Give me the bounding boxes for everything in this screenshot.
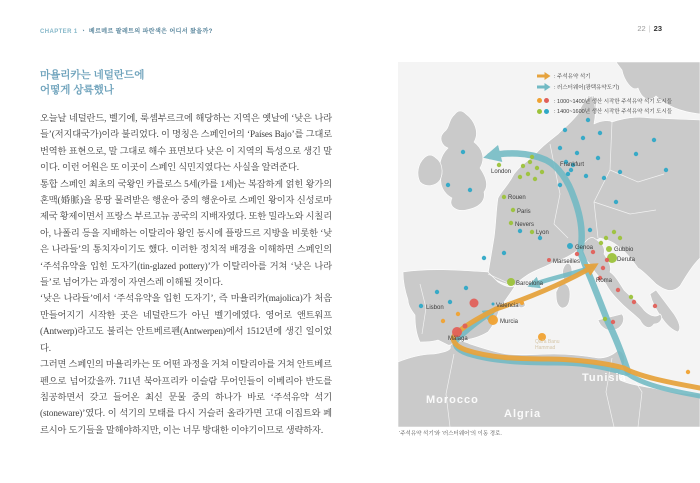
- legend-label: : 1400~1600년 생산 시작한 주석유약 석기 도시들: [554, 109, 673, 115]
- city-dot: [530, 230, 534, 234]
- city-dot: [686, 370, 690, 374]
- legend-label: : 주석유약 석기: [554, 74, 591, 80]
- city-dot: [618, 236, 622, 240]
- section-heading: [40, 68, 332, 97]
- city-dot: [599, 241, 603, 245]
- country-label: Algria: [504, 408, 542, 420]
- city-dot: [540, 170, 544, 174]
- body-paragraph: 통합 스페인 최초의 국왕인 카를로스 5세(카를 1세)는 복잡하게 얽힌 왕가의 혼맥(婚脈)을 몽땅 물려받은 행운아 중의 행운아로 스페인 왕이자 신성로마제국 황제이면서 프랑스 부르고뉴 공국의 지배자였다. 또한 밀라노와 시칠리아, 나폴리 등을 지배하는 이탈리아 왕인 동시에 플랑드르 지방을 비롯한 ‘낮은 나라들’의 통치자이기도 했다. 이러한 정치적 배경을 이해하면 스페인의 ‘주석유약을 입힌 도자기(tin-glazed pottery)’가 이탈리아를 거쳐 ‘낮은 나라들’로 넘어가는 과정이 자연스레 이해될 것이다.: [40, 178, 332, 288]
- city-dot: [518, 229, 522, 233]
- dot-icon: [537, 109, 542, 114]
- chapter-title: 베르메르 팔레트의 파란색은 어디서 왔을까?: [88, 29, 213, 35]
- section-heading-line2: 어떻게 상륙했나: [40, 83, 114, 96]
- city-dot: [497, 163, 501, 167]
- legend-row: [537, 107, 689, 115]
- city-dot: [448, 300, 452, 304]
- city-dot: [664, 168, 668, 172]
- city-dot: [616, 288, 620, 292]
- chapter-label: CHAPTER 1: [40, 29, 78, 35]
- article-column: [40, 68, 332, 438]
- city-dot: [511, 208, 515, 212]
- running-head: [40, 26, 213, 35]
- legend-arrow-icon: [537, 72, 551, 80]
- city-dot: [509, 221, 513, 225]
- city-dot: [566, 172, 570, 176]
- city-label: Deruta: [617, 257, 636, 263]
- city-dot: [518, 175, 522, 179]
- city-dot: [602, 176, 606, 180]
- city-dot: [461, 150, 465, 154]
- page-number-divider: |: [648, 24, 651, 33]
- city-dot: [614, 200, 618, 204]
- city-dot: [547, 258, 551, 262]
- country-label: Morocco: [426, 394, 479, 406]
- city-dot: [502, 251, 506, 255]
- city-dot: [588, 228, 592, 232]
- city-dot: [652, 138, 656, 142]
- city-dot: [482, 256, 486, 260]
- city-dot: [563, 128, 567, 132]
- city-label: Gubbio: [614, 247, 634, 253]
- city-dot: [538, 236, 542, 240]
- map-caption: ‘주석유약 석기’와 ‘러스터웨어’의 이동 경로.: [399, 431, 502, 437]
- city-label: Frankfurt: [560, 162, 585, 168]
- city-dot: [530, 155, 534, 159]
- section-heading-line1: 마욜리카는 네덜란드에: [40, 69, 145, 81]
- page-number-right: 23: [653, 24, 662, 33]
- city-dot: [521, 164, 525, 168]
- arrow-icon: [537, 83, 551, 91]
- map-legend: [537, 72, 689, 118]
- city-dot: [569, 168, 573, 172]
- site-label: Qal'a Banu: [535, 339, 560, 345]
- city-label: Lyon: [536, 230, 549, 236]
- site-label: Hammad: [535, 345, 556, 351]
- city-label: Rouen: [508, 195, 526, 201]
- city-dot: [581, 136, 585, 140]
- city-dot: [629, 295, 633, 299]
- legend-dot-icons: [537, 109, 551, 114]
- city-label: London: [491, 169, 512, 175]
- city-dot: [456, 312, 460, 316]
- city-dot: [488, 315, 498, 325]
- city-dot: [605, 258, 609, 262]
- city-dot: [441, 319, 445, 323]
- city-dot: [596, 156, 600, 160]
- city-dot: [468, 188, 472, 192]
- legend-label: : 1000~1400년 생산 시작한 주석유약 석기 도시들: [554, 98, 673, 105]
- city-dot: [575, 252, 579, 256]
- city-dot: [526, 172, 530, 176]
- dot-icon: [544, 98, 549, 103]
- chapter-separator: ㆍ: [80, 29, 87, 35]
- city-dot: [464, 286, 468, 290]
- dot-icon: [544, 109, 549, 114]
- city-dot: [586, 118, 590, 122]
- legend-row: [537, 97, 689, 105]
- city-label: Barcelona: [516, 281, 544, 287]
- city-label: Nevers: [515, 222, 535, 228]
- city-dot: [584, 174, 588, 178]
- city-dot: [575, 151, 579, 155]
- city-dot: [632, 300, 636, 304]
- city-dot: [598, 131, 602, 135]
- city-dot: [558, 183, 562, 187]
- legend-arrow-icon: [537, 83, 551, 91]
- city-label: Roma: [596, 278, 613, 284]
- city-dot: [507, 278, 515, 286]
- body-paragraph: 오늘날 네덜란드, 벨기에, 룩셈부르크에 해당하는 지역은 옛날에 ‘낮은 나라들’(저지대국가)이라 불리었다. 이 명칭은 스페인어의 ‘Países Bajo’를 그대로 번역한 표현으로, 말 그대로 해수 표면보다 낮은 이 지역의 특성으로 생긴 말이다. 이런 어원은 또 이곳이 스페인 식민지였다는 사실을 알려준다.: [40, 113, 332, 173]
- city-dot: [601, 266, 605, 270]
- arrow-icon: [537, 72, 551, 80]
- city-dot: [612, 230, 616, 234]
- city-dot: [603, 317, 607, 321]
- city-dot: [470, 299, 479, 308]
- city-label: Valencia: [496, 303, 519, 309]
- country-label: Tunisia: [582, 372, 627, 384]
- city-dot: [520, 301, 524, 305]
- city-dot: [634, 152, 638, 156]
- city-dot: [419, 304, 423, 308]
- city-label: Genoa: [575, 245, 594, 251]
- legend-label: : 러스터웨어(광택유약도기): [554, 84, 620, 91]
- city-dot: [606, 246, 612, 252]
- page-number-left: 22: [637, 24, 646, 33]
- city-dot: [533, 177, 537, 181]
- city-dot: [618, 170, 622, 174]
- city-label: Murcia: [500, 319, 519, 325]
- page-numbers: [637, 24, 662, 33]
- city-dot: [604, 236, 608, 240]
- city-dot: [611, 320, 615, 324]
- city-dot: [558, 146, 562, 150]
- body-paragraph: ‘낮은 나라들’에서 ‘주석유약을 입힌 도자기’, 즉 마욜리카(majolica)가 처음 만들어지기 시작한 곳은 네덜란드가 아닌 벨기에였다. 영어로 앤트워프(Antwerp)라고도 불리는 안트베르펜(Antwerpen)에서 1512년에 생긴 일이었다.: [40, 293, 332, 353]
- city-dot: [492, 303, 495, 306]
- city-dot: [435, 290, 439, 294]
- dot-icon: [537, 98, 542, 103]
- city-dot: [535, 166, 539, 170]
- city-label: Paris: [517, 209, 531, 215]
- city-dot: [653, 304, 657, 308]
- city-dot: [528, 160, 532, 164]
- city-label: Málaga: [448, 336, 468, 342]
- legend-row: [537, 72, 689, 80]
- city-dot: [446, 183, 450, 187]
- city-dot: [502, 195, 506, 199]
- city-dot: [567, 243, 573, 249]
- city-label: Marseilles: [553, 259, 581, 265]
- city-label: Lisbon: [426, 305, 444, 311]
- city-dot: [463, 324, 468, 329]
- body-paragraph: 그러면 스페인의 마욜리카는 또 어떤 과정을 거쳐 이탈리아를 거쳐 안트베르펜으로 넘어갔을까. 711년 북아프리카 이슬람 무어인들이 이베리아 반도를 침공하면서 갖고 들어온 최신 문물 중의 하나가 바로 ‘주석유약 석기(stoneware)’였다. 이 석기의 모태를 다시 거슬러 올라가면 고대 이집트와 페르시아 도기들을 말해야하지만, 이는 너무 방대한 이야기이므로 생략하자.: [40, 359, 332, 435]
- legend-row: [537, 83, 689, 91]
- legend-dot-icons: [537, 98, 551, 103]
